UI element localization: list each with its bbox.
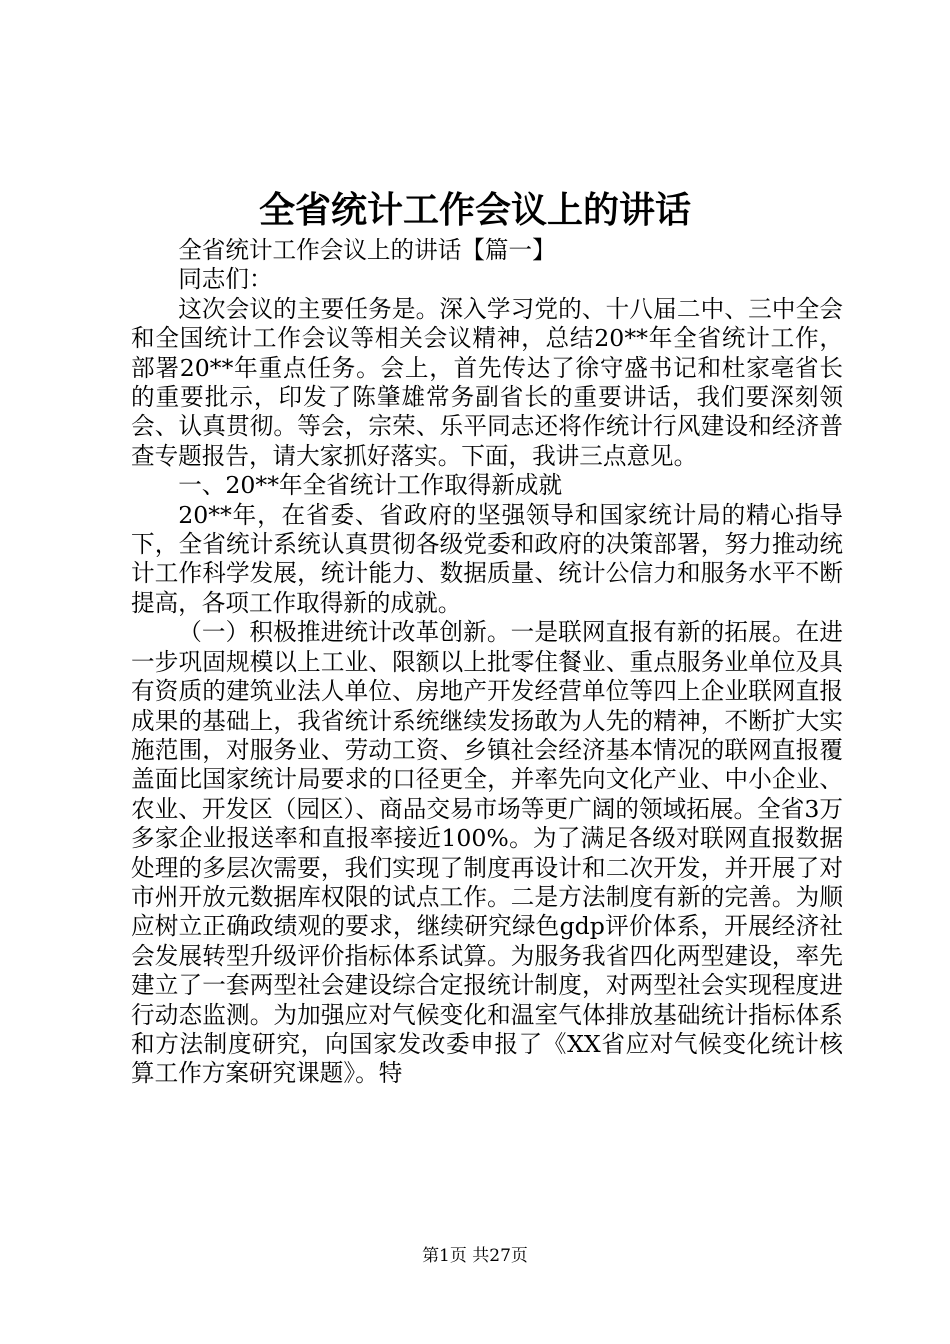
page-number: 第1页 共27页: [422, 1246, 528, 1266]
document-title: 全省统计工作会议上的讲话: [258, 189, 691, 231]
section-heading: 全省统计工作会议上的讲话【篇一】: [178, 236, 556, 264]
paragraph-reform: （一）积极推进统计改革创新。一是联网直报有新的拓展。在进一步巩固规模以上工业、限额以上批零住餐业、重点服务业单位及具有资质的建筑业法人单位、房地产开发经营单位等四上企业联网直报成果的基础上，我省统计系统继续发扬敢为人先的精神，不断扩大实施范围，对服务业、劳动工资、乡镇社会经济基本情况的联网直报覆盖面比国家统计局要求的口径更全，并率先向文化产业、中小企业、农业、开发区（园区）、商品交易市场等更广阔的领域拓展。全省3万多家企业报送率和直报率接近100%。为了满足各级对联网直报数据处理的多层次需要，我们实现了制度再设计和二次开发，并开展了对市州开放元数据库权限的试点工作。二是方法制度有新的完善。为顺应树立正确政绩观的要求，继续研究绿色gdp评价体系，开展经济社会发展转型升级评价指标体系试算。为服务我省四化两型建设，率先建立了一套两型社会建设综合定报统计制度，对两型社会实现程度进行动态监测。为加强应对气候变化和温室气体排放基础统计指标体系和方法制度研究，向国家发改委申报了《XX省应对气候变化统计核算工作方案研究课题》。特: [131, 618, 843, 1088]
paragraph-intro: 这次会议的主要任务是。深入学习党的、十八届二中、三中全会和全国统计工作会议等相关会议精神，总结20**年全省统计工作，部署20**年重点任务。会上，首先传达了徐守盛书记和杜家亳省长的重要批示，印发了陈肇雄常务副省长的重要讲话，我们要深刻领会、认真贯彻。等会，宗荣、乐平同志还将作统计行风建设和经济普查专题报告，请大家抓好落实。下面，我讲三点意见。: [131, 294, 843, 470]
document-body: [131, 236, 843, 1089]
heading-achievements: 一、20**年全省统计工作取得新成就: [178, 471, 563, 500]
salutation: 同志们：: [178, 265, 273, 294]
paragraph-summary: 20**年，在省委、省政府的坚强领导和国家统计局的精心指导下，全省统计系统认真贯彻各级党委和政府的决策部署，努力推动统计工作科学发展，统计能力、数据质量、统计公信力和服务水平不断提高，各项工作取得新的成就。: [131, 500, 843, 617]
